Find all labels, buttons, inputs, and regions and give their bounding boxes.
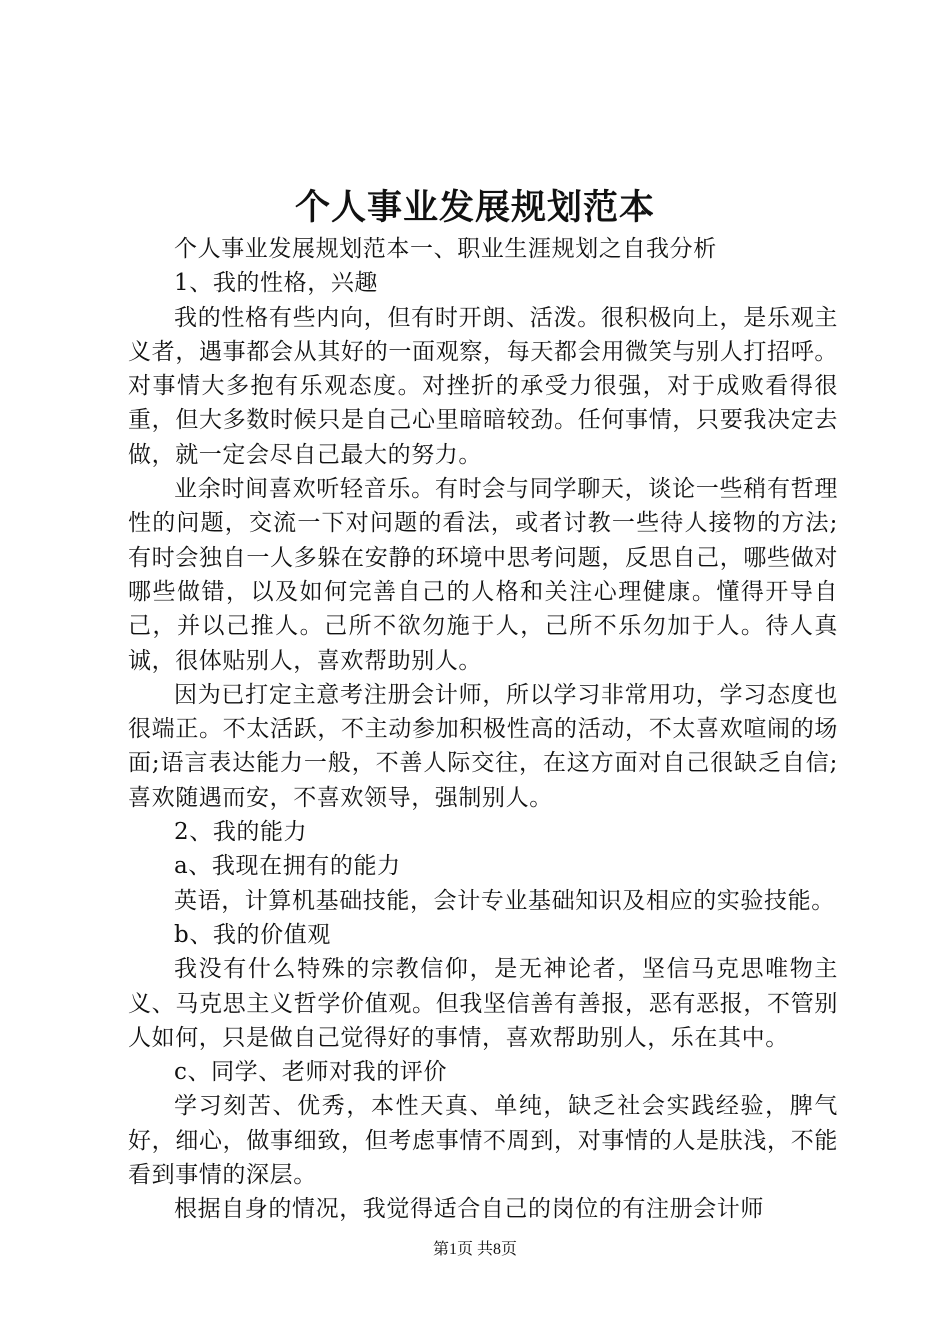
body-paragraph: 英语，计算机基础技能，会计专业基础知识及相应的实验技能。: [174, 887, 835, 914]
subsection-heading: a、我现在拥有的能力: [174, 853, 401, 880]
document-body: [128, 232, 838, 1227]
body-paragraph: 学习刻苦、优秀，本性天真、单纯，缺乏社会实践经验，脾气好，细心，做事细致，但考虑事情不周到，对事情的人是肤浅，不能看到事情的深层。: [128, 1093, 838, 1189]
page-number-footer: 第1页 共8页: [432, 1241, 517, 1258]
body-paragraph: 因为已打定主意考注册会计师，所以学习非常用功，学习态度也很端正。不太活跃，不主动参加积极性高的活动，不太喜欢喧闹的场面;语言表达能力一般，不善人际交往，在这方面对自己很缺乏自信;喜欢随遇而安，不喜欢领导，强制别人。: [128, 681, 838, 811]
body-paragraph: 我没有什么特殊的宗教信仰，是无神论者，坚信马克思唯物主义、马克思主义哲学价值观。但我坚信善有善报，恶有恶报，不管别人如何，只是做自己觉得好的事情，喜欢帮助别人，乐在其中。: [128, 956, 838, 1051]
document-title: 个人事业发展规划范本: [294, 187, 655, 228]
section-heading: 2、我的能力: [174, 819, 308, 846]
subsection-heading: b、我的价值观: [174, 921, 331, 948]
body-paragraph: 根据自身的情况，我觉得适合自己的岗位的有注册会计师: [174, 1196, 764, 1223]
body-paragraph: 个人事业发展规划范本一、职业生涯规划之自我分析: [174, 236, 717, 262]
section-heading: 1、我的性格，兴趣: [174, 270, 379, 297]
body-paragraph: 我的性格有些内向，但有时开朗、活泼。很积极向上，是乐观主义者，遇事都会从其好的一面观察，每天都会用微笑与别人打招呼。对事情大多抱有乐观态度。对挫折的承受力很强，对于成败看得很重，但大多数时候只是自己心里暗暗较劲。任何事情，只要我决定去做，就一定会尽自己最大的努力。: [128, 304, 838, 468]
body-paragraph: 业余时间喜欢听轻音乐。有时会与同学聊天，谈论一些稍有哲理性的问题，交流一下对问题的看法，或者讨教一些待人接物的方法;有时会独自一人多躲在安静的环境中思考问题，反思自己，哪些做对哪些做错，以及如何完善自己的人格和关注心理健康。懂得开导自己，并以己推人。己所不欲勿施于人，己所不乐勿加于人。待人真诚，很体贴别人，喜欢帮助别人。: [128, 476, 838, 674]
subsection-heading: c、同学、老师对我的评价: [174, 1059, 448, 1086]
